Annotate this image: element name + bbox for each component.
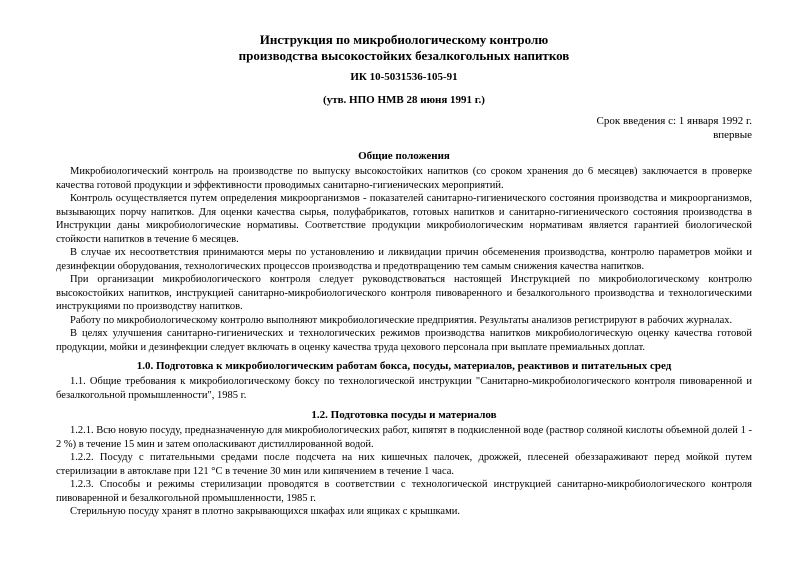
- paragraph-1-1: 1.1. Общие требования к микробиологическому боксу по технологической инструкции "Санитарно-микробиологического контроля пивоваренной и безалкогольной промышленности", 1985 г.: [56, 376, 752, 401]
- paragraph-sterile-storage: Стерильную посуду хранят в плотно закрывающихся шкафах или ящиках с крышками.: [70, 506, 460, 517]
- first-issue-note: впервые: [713, 129, 752, 141]
- paragraph-1-2-2: 1.2.2. Посуду с питательными средами после подсчета на них кишечных палочек, дрожжей, плесеней обеззараживают перед мойкой путем стерилизации в автоклаве при 121 °С в течение 30 мин или кипячением в течение 1 часа.: [56, 452, 752, 477]
- paragraph-general-3: В случае их несоответствия принимаются меры по установлению и ликвидации причин обсеменения производства, контролю параметров мойки и дезинфекции оборудования, технологических процессов производства и предотвращению тем самым снижения качества напитков.: [56, 247, 752, 272]
- section-heading-1-2: 1.2. Подготовка посуды и материалов: [311, 409, 497, 421]
- paragraph-general-4: При организации микробиологического контроля следует руководствоваться настоящей Инструкцией по микробиологическому контролю высокостойких напитков, инструкцией санитарно-микробиологического контроля пивоваренного и безалкогольного производства и технологическими инструкциями по производству напитков.: [56, 274, 752, 312]
- effective-date: Срок введения с: 1 января 1992 г.: [596, 115, 752, 127]
- approval-note: (утв. НПО НМВ 28 июня 1991 г.): [323, 94, 485, 106]
- paragraph-general-5: Работу по микробиологическому контролю выполняют микробиологические предприятия. Результаты анализов регистрируют в рабочих журналах.: [70, 314, 733, 326]
- document-title-line-2: производства высокостойких безалкогольных напитков: [238, 48, 570, 63]
- paragraph-1-2-3: 1.2.3. Способы и режимы стерилизации проводятся в соответствии с технологической инструкцией санитарно-микробиологического контроля пивоваренной и безалкогольной промышленности, 1985 г.: [56, 479, 752, 504]
- paragraph-1-2-1: 1.2.1. Всю новую посуду, предназначенную для микробиологических работ, кипятят в подкисленной воде (раствор соляной кислоты объемной долей 1 - 2 %) в течение 15 мин и затем ополаскивают дистиллированной водой.: [56, 425, 752, 450]
- paragraph-general-1: Микробиологический контроль на производстве по выпуску высокостойких напитков (со сроком хранения до 6 месяцев) заключается в проверке качества готовой продукции и эффективности проводимых санитарно-гигиенических мероприятий.: [56, 166, 752, 191]
- paragraph-general-2: Контроль осуществляется путем определения микроорганизмов - показателей санитарно-гигиенического состояния производства и микроорганизмов, вызывающих порчу напитков. Для оценки качества сырья, полуфабрикатов, готовых напитков и санитарно-гигиенического состояния производства в Инструкции даны микробиологические нормативы. Соответствие продукции микробиологическим нормативам является гарантией биологической стойкости напитков в течение 6 месяцев.: [56, 193, 752, 245]
- document-title-line-1: Инструкция по микробиологическому контролю: [259, 32, 549, 47]
- document-page: [56, 32, 752, 519]
- section-heading-general: Общие положения: [358, 150, 450, 162]
- paragraph-general-6: В целях улучшения санитарно-гигиенических и технологических режимов производства напитков микробиологическую оценку качества готовой продукции, мойки и дезинфекции следует включать в оценку качества труда цехового персонала при выплате премиальных доплат.: [56, 328, 752, 353]
- document-number: ИК 10-5031536-105-91: [350, 71, 458, 83]
- section-heading-1-0: 1.0. Подготовка к микробиологическим работам бокса, посуды, материалов, реактивов и питательных сред: [136, 360, 672, 372]
